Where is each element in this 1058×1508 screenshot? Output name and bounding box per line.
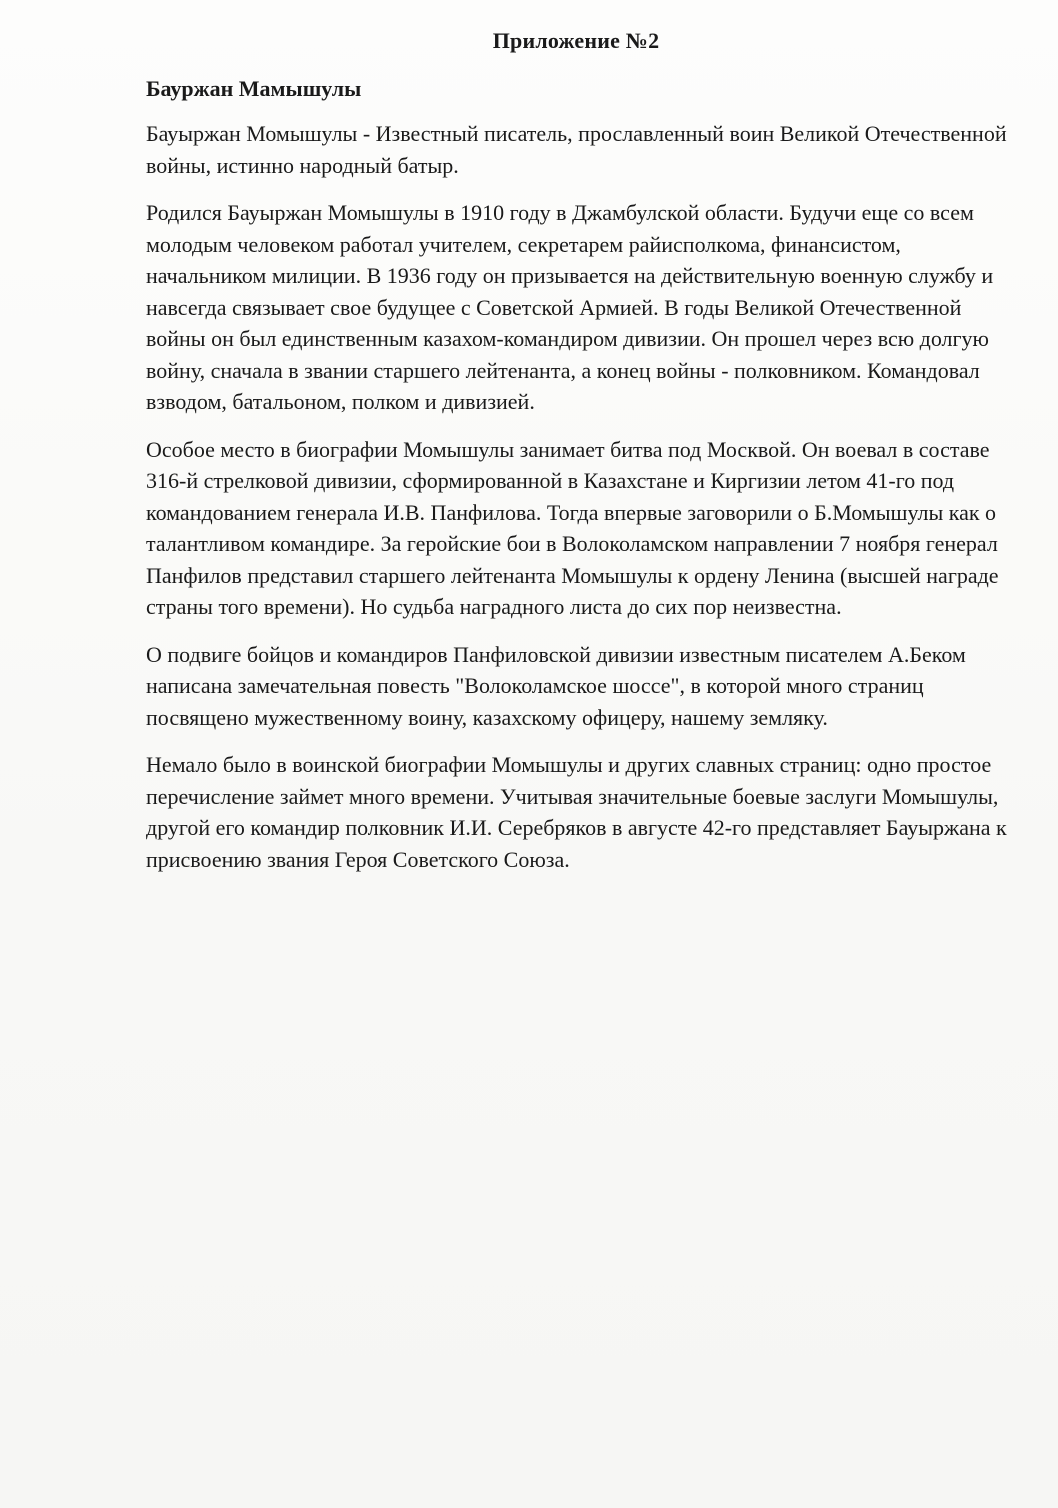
- paragraph-intro: Бауыржан Момышулы - Известный писатель, прославленный воин Великой Отечественной войны, истинно народный батыр.: [146, 121, 1007, 178]
- paragraph-biography: Родился Бауыржан Момышулы в 1910 году в Джамбулской области. Будучи еще со всем молодым человеком работал учителем, секретарем райисполкома, финансистом, начальником милиции. В 1936 году он призывается на действительную военную службу и навсегда связывает свое будущее с Советской Армией. В годы Великой Отечественной войны он был единственным казахом-командиром дивизии. Он прошел через всю долгую войну, сначала в звании старшего лейтенанта, а конец войны - полковником. Командовал взводом, батальоном, полком и дивизией.: [146, 200, 994, 414]
- paragraph-moscow-battle: Особое место в биографии Момышулы занимает битва под Москвой. Он воевал в составе 316-й стрелковой дивизии, сформированной в Казахстане и Киргизии летом 41-го под командованием генерала И.В. Панфилова. Тогда впервые заговорили о Б.Момышулы как о талантливом командире. За геройские бои в Волоколамском направлении 7 ноября генерал Панфилов представил старшего лейтенанта Момышулы к ордену Ленина (высшей награде страны того времени). Но судьба наградного листа до сих пор неизвестна.: [146, 436, 999, 619]
- paragraph-hero-nomination: Немало было в воинской биографии Момышулы и других славных страниц: одно простое перечисление займет много времени. Учитывая значительные боевые заслуги Момышулы, другой его командир полковник И.И. Серебряков в августе 42-го представляет Бауыржана к присвоению звания Героя Советского Союза.: [146, 752, 1007, 872]
- paragraph-bek-novel: О подвиге бойцов и командиров Панфиловской дивизии известным писателем А.Беком написана замечательная повесть "Волоколамское шоссе", в которой много страниц посвящено мужественному воину, казахскому офицеру, нашему земляку.: [146, 641, 966, 730]
- section-heading: Бауржан Мамышулы: [146, 76, 362, 101]
- document-body: [146, 28, 1026, 891]
- appendix-title: Приложение №2: [492, 28, 660, 53]
